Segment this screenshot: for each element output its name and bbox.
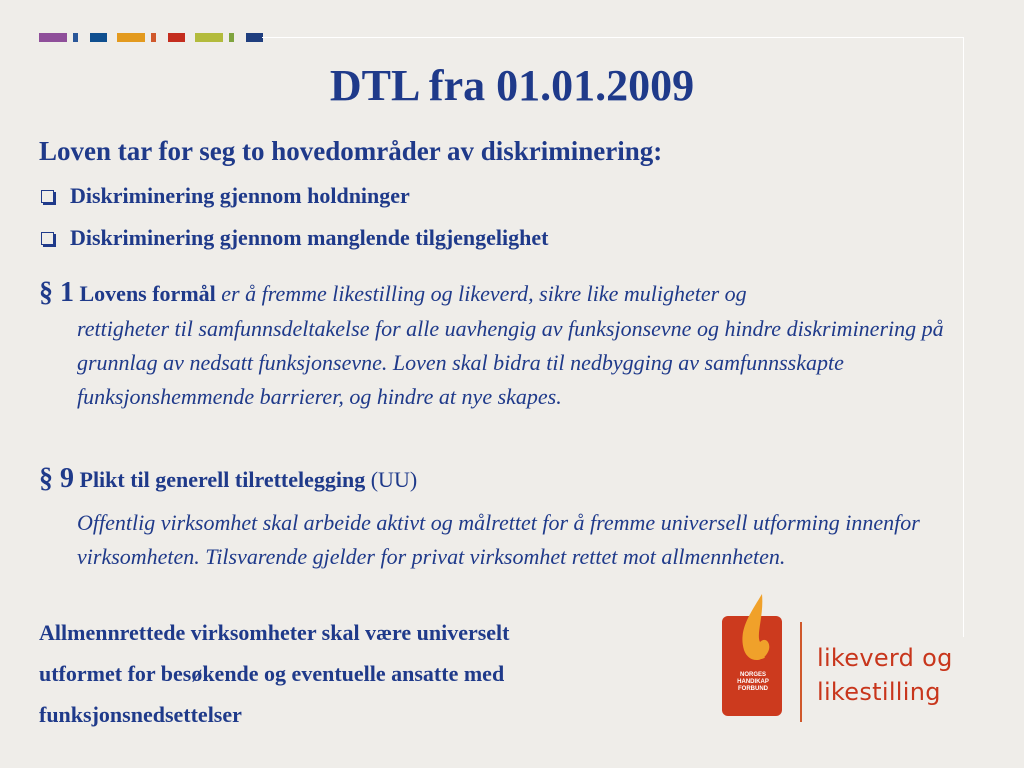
section-symbol: § 1 (39, 277, 74, 308)
bullet-label: Diskriminering gjennom manglende tilgjengelighet (70, 225, 549, 250)
closing-line: funksjonsnedsettelser (39, 702, 242, 727)
section-1-body: rettigheter til samfunnsdeltakelse for alle uavhengig av funksjonsevne og hindre diskriminering på grunnlag av nedsatt funksjonsevne. Loven skal bidra til nedbygging av samfunnsskapte funksjonshemmende barrierer, og hindre at nye skapes. (77, 316, 944, 409)
bullet-item (39, 183, 410, 209)
color-segment (246, 33, 263, 42)
section-9-line (39, 462, 959, 497)
checkbox-bullet-icon (41, 190, 54, 203)
slide-title: DTL fra 01.01.2009 (329, 61, 695, 110)
logo-word-1: likeverd og (817, 644, 953, 672)
section-text: er å fremme likestilling og likeverd, sikre like muligheter og (221, 281, 747, 306)
frame-line (262, 37, 964, 38)
logo-word-2: likestilling (817, 678, 941, 706)
logo-divider (800, 622, 802, 722)
section-1-line (39, 276, 959, 311)
bullet-label: Diskriminering gjennom holdninger (70, 183, 410, 208)
section-heading: Plikt til generell tilrettelegging (79, 467, 366, 492)
color-segment (151, 33, 156, 42)
checkbox-bullet-icon (41, 232, 54, 245)
color-segment (73, 33, 78, 42)
color-segment (90, 33, 107, 42)
section-heading: Lovens formål (79, 281, 216, 306)
color-segment (117, 33, 145, 42)
logo-org-line: NORGES (739, 672, 766, 678)
intro-text: Loven tar for seg to hovedområder av diskriminering: (39, 136, 663, 166)
bullet-item (39, 225, 548, 251)
logo-org-name (725, 672, 781, 693)
section-9-body: Offentlig virksomhet skal arbeide aktivt og målrettet for å fremme universell utforming innenfor virksomheten. Tilsvarende gjelder for privat virksomhet rettet mot allmennheten. (77, 510, 920, 569)
logo (718, 592, 978, 727)
frame-line (963, 37, 964, 637)
section-suffix: (UU) (370, 467, 418, 492)
section-symbol: § 9 (39, 463, 74, 494)
logo-org-line: HANDIKAP (737, 679, 769, 685)
color-segment (195, 33, 223, 42)
color-segment (168, 33, 185, 42)
color-segment (39, 33, 67, 42)
color-bar (39, 33, 263, 42)
color-segment (229, 33, 234, 42)
closing-line: Allmennrettede virksomheter skal være universelt (39, 620, 510, 645)
closing-line: utformet for besøkende og eventuelle ansatte med (39, 661, 505, 686)
logo-org-line: FORBUND (738, 686, 768, 692)
